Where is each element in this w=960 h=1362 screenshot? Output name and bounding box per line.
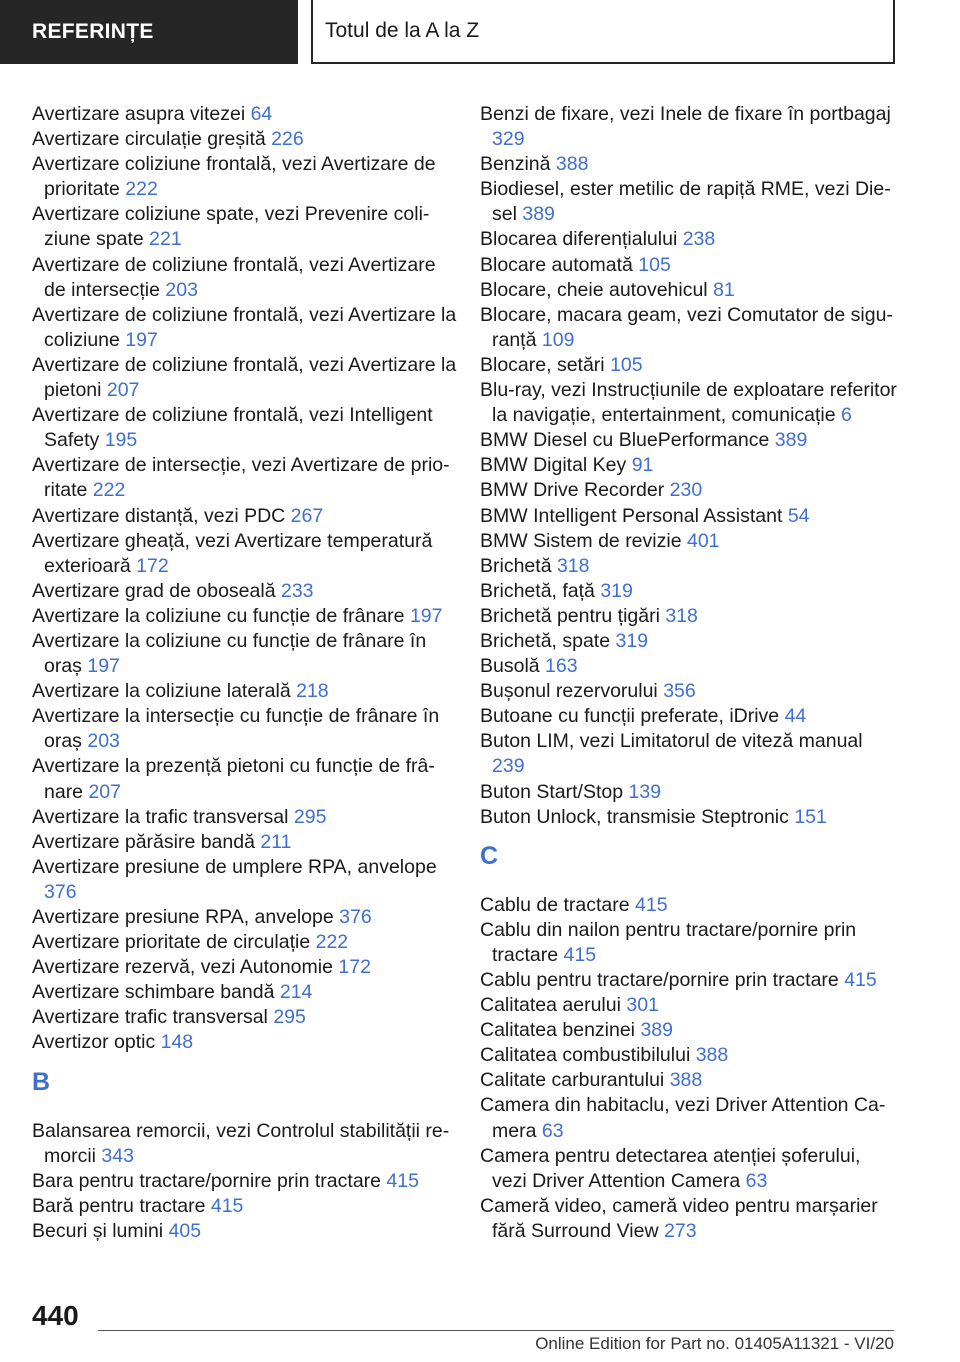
index-entry-text: Biodiesel, ester metilic de rapiță RME, vezi Diesel bbox=[480, 178, 891, 226]
index-entry bbox=[480, 579, 900, 604]
index-entry bbox=[32, 805, 457, 830]
index-page-link[interactable]: 54 bbox=[787, 504, 810, 527]
index-entry-text: Blocare, cheie autovehicul bbox=[480, 278, 714, 301]
index-page-link[interactable]: 388 bbox=[555, 153, 589, 176]
index-entry bbox=[32, 754, 457, 804]
index-entry-text: Avertizare presiune RPA, anvelope bbox=[32, 906, 340, 928]
index-entry-text: Avertizare la trafic transversal bbox=[32, 805, 294, 828]
index-entry-text: Calitatea benzinei bbox=[480, 1019, 641, 1042]
chapter-title: Totul de la A la Z bbox=[311, 0, 895, 64]
index-entry-text: Avertizare schimbare bandă bbox=[32, 981, 280, 1004]
index-page-link[interactable]: 230 bbox=[669, 479, 703, 502]
index-entry bbox=[32, 830, 457, 855]
index-page-link[interactable]: 267 bbox=[290, 504, 324, 527]
index-entry-text: Balansarea remorcii, vezi Controlul stabilității remorcii bbox=[32, 1119, 450, 1167]
index-entry bbox=[480, 968, 900, 993]
index-entry-text: Buton Start/Stop bbox=[480, 780, 629, 803]
index-page-link[interactable]: 207 bbox=[88, 780, 121, 803]
index-entry-text: Calitate carburantului bbox=[480, 1069, 670, 1092]
index-letter-heading: B bbox=[32, 1067, 51, 1096]
index-entry bbox=[480, 1068, 900, 1093]
index-entry bbox=[480, 378, 900, 428]
index-entry-text: Blocarea diferențialului bbox=[480, 228, 683, 251]
index-page-link[interactable]: 214 bbox=[279, 981, 313, 1004]
index-page-link[interactable]: 356 bbox=[663, 680, 696, 703]
index-entry-text: BMW Digital Key bbox=[480, 454, 632, 477]
index-entry-text: Bară pentru tractare bbox=[32, 1194, 211, 1217]
index-page-link[interactable]: 44 bbox=[784, 705, 807, 728]
index-entry-text: BMW Diesel cu BluePerformance bbox=[480, 429, 775, 452]
index-page-link[interactable]: 415 bbox=[386, 1169, 419, 1192]
index-page-link[interactable]: 343 bbox=[101, 1144, 134, 1167]
index-entry-text: Brichetă bbox=[480, 554, 557, 577]
index-entry bbox=[480, 353, 900, 378]
index-entry bbox=[480, 529, 900, 554]
index-page-link[interactable]: 207 bbox=[106, 379, 140, 402]
index-entry bbox=[480, 629, 900, 654]
index-entry bbox=[480, 428, 900, 453]
index-entry-text: Avertizare coliziune spate, vezi Prevenire coliziune spate bbox=[32, 203, 430, 251]
index-entry bbox=[32, 905, 457, 930]
index-page-link[interactable]: 295 bbox=[273, 1006, 306, 1029]
index-page-link[interactable]: 226 bbox=[271, 128, 304, 151]
index-page-link[interactable]: 172 bbox=[338, 956, 371, 979]
index-entry bbox=[32, 1194, 457, 1219]
index-entry-text: Camera pentru detectarea atenției șoferului, vezi Driver Attention Camera bbox=[480, 1144, 861, 1192]
index-entry-text: BMW Intelligent Personal Assistant bbox=[480, 504, 788, 527]
index-page-link[interactable]: 222 bbox=[125, 178, 158, 201]
index-entry bbox=[480, 893, 900, 918]
index-entry bbox=[32, 403, 457, 453]
index-entry bbox=[480, 227, 900, 252]
index-entry bbox=[32, 504, 457, 529]
index-page-link[interactable]: 203 bbox=[165, 278, 198, 301]
index-entry bbox=[32, 1219, 457, 1244]
index-entry-text: Avertizare prioritate de circulație bbox=[32, 931, 316, 954]
index-entry-text: Avertizare părăsire bandă bbox=[32, 830, 261, 853]
index-entry bbox=[32, 704, 457, 754]
index-entry bbox=[32, 127, 457, 152]
index-page-link[interactable]: 203 bbox=[87, 730, 120, 753]
index-page-link[interactable]: 389 bbox=[774, 429, 808, 452]
index-entry bbox=[480, 453, 900, 478]
index-entry-text: Blocare, macara geam, vezi Comutator de siguranță bbox=[480, 303, 893, 351]
index-entry-text: Avertizare grad de oboseală bbox=[32, 579, 281, 602]
index-page-link[interactable]: 389 bbox=[522, 203, 555, 226]
index-page-link[interactable]: 218 bbox=[296, 680, 329, 703]
index-entry bbox=[480, 303, 900, 353]
index-entry bbox=[480, 704, 900, 729]
index-entry bbox=[32, 930, 457, 955]
index-entry bbox=[480, 780, 900, 805]
index-entry-text: Cameră video, cameră video pentru marșarier fără Surround View bbox=[480, 1194, 878, 1242]
index-entry-text: Brichetă, spate bbox=[480, 629, 616, 652]
index-page-link[interactable]: 301 bbox=[626, 994, 659, 1017]
index-entry-text: Avertizor optic bbox=[32, 1031, 161, 1054]
index-entry bbox=[480, 604, 900, 629]
index-entry bbox=[32, 102, 457, 127]
index-page-link[interactable]: 415 bbox=[844, 969, 877, 991]
index-entry-text: Becuri și lumini bbox=[32, 1219, 169, 1242]
index-page-link[interactable]: 163 bbox=[545, 655, 578, 678]
index-entry bbox=[480, 1093, 900, 1143]
index-page-link[interactable]: 151 bbox=[794, 805, 827, 828]
index-page-link[interactable]: 172 bbox=[136, 554, 169, 577]
index-entry-text: Avertizare coliziune frontală, vezi Avertizare de prioritate bbox=[32, 153, 436, 201]
index-entry-text: Avertizare la coliziune cu funcție de frânare în oraș bbox=[32, 629, 427, 678]
index-page-link[interactable]: 388 bbox=[669, 1069, 703, 1092]
index-entry bbox=[480, 805, 900, 830]
index-page-link[interactable]: 139 bbox=[628, 780, 662, 803]
index-entry bbox=[480, 679, 900, 704]
index-entry-text: Avertizare gheață, vezi Avertizare temperatură exterioară bbox=[32, 529, 433, 577]
index-page-link[interactable]: 222 bbox=[92, 479, 126, 502]
index-entry bbox=[480, 177, 900, 227]
index-page-link[interactable]: 405 bbox=[168, 1219, 202, 1242]
index-letter-heading: C bbox=[480, 841, 499, 870]
index-entry-text: Avertizare distanță, vezi PDC bbox=[32, 504, 291, 527]
index-entry bbox=[480, 1018, 900, 1043]
index-entry bbox=[32, 202, 457, 252]
index-entry bbox=[32, 1030, 457, 1055]
index-entry-text: Cablu de tractare bbox=[480, 893, 636, 916]
index-page-link[interactable]: 415 bbox=[563, 943, 597, 966]
index-entry-text: Cablu pentru tractare/pornire prin tractare bbox=[480, 969, 845, 991]
index-entry bbox=[32, 855, 457, 905]
index-entry bbox=[480, 1043, 900, 1068]
index-entry-text: Brichetă, față bbox=[480, 579, 601, 602]
index-page-link[interactable]: 91 bbox=[631, 454, 654, 477]
index-entry bbox=[480, 654, 900, 679]
index-entry-text: Avertizare de coliziune frontală, vezi Avertizare la pietoni bbox=[32, 353, 457, 402]
index-entry-text: Benzi de fixare, vezi Inele de fixare în portbagaj bbox=[480, 103, 891, 125]
index-page-link[interactable]: 388 bbox=[695, 1044, 729, 1067]
page-header bbox=[0, 0, 960, 66]
index-page-link[interactable]: 81 bbox=[713, 278, 735, 301]
index-page-link[interactable]: 376 bbox=[44, 880, 77, 903]
index-entry bbox=[32, 1005, 457, 1030]
index-page-link[interactable]: 239 bbox=[492, 755, 525, 778]
index-page-link[interactable]: 415 bbox=[210, 1194, 244, 1217]
index-entry-text: Avertizare la coliziune cu funcție de frânare bbox=[32, 604, 410, 627]
index-entry-text: Blocare automată bbox=[480, 253, 639, 276]
index-entry-text: Bușonul rezervorului bbox=[480, 680, 664, 703]
index-page-link[interactable]: 63 bbox=[745, 1169, 768, 1192]
footer-divider bbox=[98, 1330, 894, 1331]
index-entry-text: Avertizare de intersecție, vezi Avertizare de prioritate bbox=[32, 454, 450, 502]
index-column-left bbox=[32, 102, 457, 1244]
index-entry bbox=[480, 504, 900, 529]
index-entry bbox=[32, 253, 457, 303]
index-entry-text: Avertizare la prezență pietoni cu funcție de frânare bbox=[32, 755, 435, 803]
index-entry bbox=[32, 453, 457, 503]
index-page-link[interactable]: 319 bbox=[600, 579, 633, 602]
index-page-link[interactable]: 211 bbox=[260, 830, 292, 853]
index-page-link[interactable]: 318 bbox=[665, 604, 698, 627]
index-page-link[interactable]: 376 bbox=[339, 906, 372, 928]
index-entry-text: Calitatea combustibilului bbox=[480, 1044, 696, 1067]
index-page-link[interactable]: 415 bbox=[635, 893, 668, 916]
index-entry-text: Avertizare la coliziune laterală bbox=[32, 680, 297, 703]
index-entry-text: Avertizare de coliziune frontală, vezi Intelligent Safety bbox=[32, 404, 433, 452]
index-page-link[interactable]: 148 bbox=[160, 1031, 194, 1054]
index-entry-text: Camera din habitaclu, vezi Driver Attention Camera bbox=[480, 1094, 886, 1142]
index-entry bbox=[32, 1169, 457, 1194]
index-page-link[interactable]: 6 bbox=[841, 404, 852, 427]
index-entry bbox=[480, 253, 900, 278]
index-page-link[interactable]: 401 bbox=[686, 529, 720, 552]
index-page-link[interactable]: 105 bbox=[638, 253, 671, 276]
index-entry bbox=[32, 604, 457, 629]
index-entry-text: Avertizare trafic transversal bbox=[32, 1006, 274, 1029]
index-entry bbox=[32, 303, 457, 353]
index-entry-text: BMW Drive Recorder bbox=[480, 479, 670, 502]
index-entry bbox=[480, 478, 900, 503]
index-entry-text: Avertizare de coliziune frontală, vezi Avertizare de intersecție bbox=[32, 253, 436, 301]
index-page-link[interactable]: 319 bbox=[615, 629, 649, 652]
index-entry-text: Benzină bbox=[480, 153, 556, 176]
index-entry bbox=[32, 529, 457, 579]
index-page-link[interactable]: 195 bbox=[104, 429, 138, 452]
index-entry bbox=[480, 993, 900, 1018]
index-entry-text: Avertizare la intersecție cu funcție de frânare în oraș bbox=[32, 705, 440, 753]
index-entry-text: BMW Sistem de revizie bbox=[480, 529, 687, 552]
index-entry bbox=[480, 554, 900, 579]
index-page-link[interactable]: 221 bbox=[149, 228, 182, 251]
index-page-link[interactable]: 197 bbox=[125, 328, 158, 351]
index-entry bbox=[32, 353, 457, 403]
index-entry-text: Buton LIM, vezi Limitatorul de viteză manual bbox=[480, 730, 863, 753]
index-page-link[interactable]: 63 bbox=[541, 1119, 564, 1142]
index-entry bbox=[32, 152, 457, 202]
footer-edition: Online Edition for Part no. 01405A11321 - VI/20 bbox=[535, 1334, 894, 1353]
index-entry bbox=[32, 980, 457, 1005]
index-page-link[interactable]: 64 bbox=[250, 103, 273, 125]
index-entry bbox=[480, 918, 900, 968]
index-entry bbox=[32, 679, 457, 704]
index-page-link[interactable]: 389 bbox=[640, 1019, 673, 1042]
index-page-link[interactable]: 105 bbox=[610, 353, 643, 376]
index-entry-text: Blu-ray, vezi Instrucțiunile de exploatare referitor la navigație, entertainment, comunicație bbox=[480, 379, 897, 427]
index-entry bbox=[32, 629, 457, 679]
index-entry bbox=[480, 729, 900, 779]
index-entry-text: Brichetă pentru țigări bbox=[480, 604, 666, 627]
index-entry-text: Blocare, setări bbox=[480, 353, 611, 376]
index-page-link[interactable]: 318 bbox=[556, 554, 590, 577]
index-page-link[interactable]: 197 bbox=[409, 604, 443, 627]
index-page-link[interactable]: 273 bbox=[664, 1219, 697, 1242]
index-entry-text: Avertizare de coliziune frontală, vezi Avertizare la coliziune bbox=[32, 303, 457, 351]
index-column-right bbox=[480, 102, 900, 1244]
index-entry bbox=[32, 579, 457, 604]
index-page-link[interactable]: 109 bbox=[541, 328, 575, 351]
index-entry-text: Buton Unlock, transmisie Steptronic bbox=[480, 805, 795, 828]
index-entry bbox=[480, 102, 900, 152]
index-page-link[interactable]: 238 bbox=[682, 228, 716, 251]
index-entry-text: Avertizare asupra vitezei bbox=[32, 103, 251, 125]
page-number: 440 bbox=[32, 1300, 79, 1331]
index-entry-text: Busolă bbox=[480, 655, 546, 678]
index-page-link[interactable]: 197 bbox=[87, 655, 120, 678]
index-entry-text: Butoane cu funcții preferate, iDrive bbox=[480, 705, 785, 728]
index-page-link[interactable]: 233 bbox=[280, 579, 314, 602]
index-entry bbox=[480, 278, 900, 303]
index-entry-text: Avertizare presiune de umplere RPA, anvelope bbox=[32, 855, 437, 878]
index-entry-text: Bara pentru tractare/pornire prin tractare bbox=[32, 1169, 387, 1192]
index-entry bbox=[480, 152, 900, 177]
index-page-link[interactable]: 295 bbox=[293, 805, 327, 828]
index-entry bbox=[32, 1119, 457, 1169]
index-entry-text: Calitatea aerului bbox=[480, 994, 627, 1017]
index-entry-text: Avertizare circulație greșită bbox=[32, 128, 272, 151]
index-entry bbox=[480, 1194, 900, 1244]
index-entry bbox=[32, 955, 457, 980]
index-page-link[interactable]: 329 bbox=[492, 128, 525, 151]
section-tab: REFERINȚE bbox=[0, 0, 298, 64]
index-entry-text: Avertizare rezervă, vezi Autonomie bbox=[32, 956, 339, 979]
index-entry-text: Cablu din nailon pentru tractare/pornire prin tractare bbox=[480, 918, 857, 966]
index-page-link[interactable]: 222 bbox=[315, 931, 349, 954]
index-entry bbox=[480, 1144, 900, 1194]
